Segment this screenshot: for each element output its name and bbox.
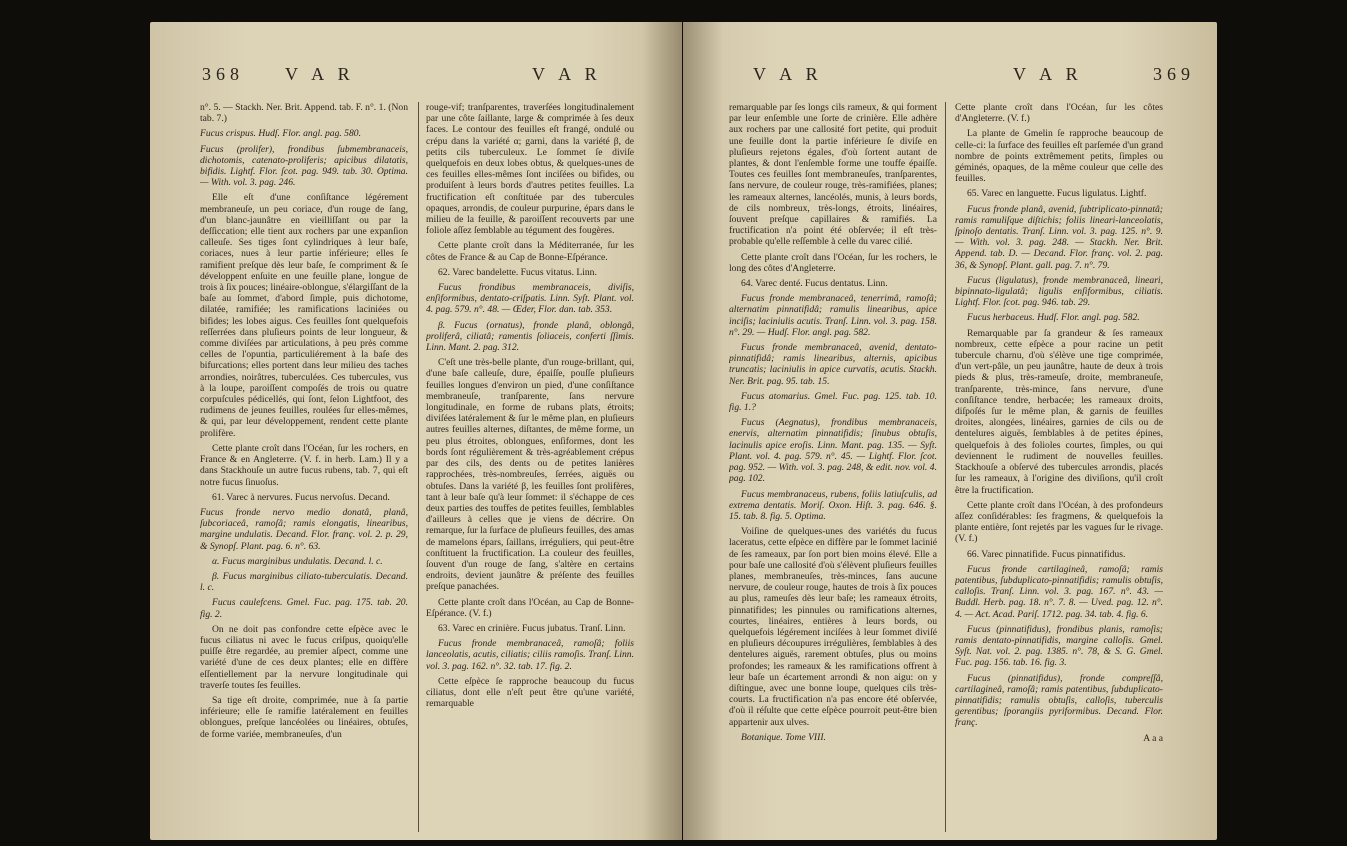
paragraph: Cette plante croît dans l'Océan, au Cap de Bonne-Eſpérance. (V. f.): [426, 596, 634, 619]
paragraph: On ne doit pas confondre cette eſpèce avec le fucus ciliatus ni avec le fucus criſpus, quoiqu'elle puiſſe être regardée, au premier aſpect, comme une variété d'une de ces deux plantes; elle en diffère eſſentiellement par la nervure longitudinale qui traverſe toutes ſes feuilles.: [200, 623, 408, 691]
right-column-2: [955, 102, 1163, 840]
paragraph: Fucus frondibus membranaceis, diviſis, enſiformibus, dentato-criſpatis. Linn. Syſt. Plant. vol. 4. pag. 579. n°. 48. — Œder, Flor. dan. tab. 353.: [426, 282, 634, 316]
paragraph: Cette plante croît dans la Méditerranée, ſur les côtes de France & au Cap de Bonne-Eſpérance.: [426, 240, 634, 263]
paragraph: β. Fucus (ornatus), fronde planâ, oblongâ, proliferâ, ciliatâ; ramentis ſoliaceis, conferti ſſimis. Linn. Mant. 2. pag. 312.: [426, 319, 634, 354]
paragraph: Cette plante croît dans l'Océan, ſur les rochers, le long des côtes d'Angleterre.: [729, 251, 937, 274]
entry-heading: 63. Varec en crinière. Fucus jubatus. Tranſ. Linn.: [438, 622, 626, 634]
running-head-right-2: V A R: [1013, 64, 1083, 84]
signature-mark: A a a: [1143, 732, 1163, 744]
left-column-2: [426, 102, 634, 840]
entry-heading: 61. Varec à nervures. Fucus nervoſus. Decand.: [212, 491, 390, 503]
paragraph: rouge-vif; tranſparentes, traverſées longitudinalement par une côte ſaillante, large & comprimée à ſes deux faces. Le contour des feuilles eſt frangé, ondulé ou crépu dans la variété α; garni, dans la variété β, de petits cils tuberculeux. Le ſommet ſe diviſe quelquefois en deux lobes obtus, & quelques-unes de ces feuilles elles-mêmes ſont inciſées ou bifides, ou produiſent à leurs bords d'autres petites feuilles. La fructification eſt conſtituée par des tubercules opaques, arrondis, de couleur purpurine, épars dans le milieu de la feuille, & paroiſſent recouverts par une foliole aſſez ſemblable au tégument des fougères.: [426, 102, 634, 237]
paragraph: Sa tige eſt droite, comprimée, nue à ſa partie inférieure; elle ſe ramifie latéralement en feuilles oblongues, preſque lancéolées ou linéaires, obtuſes, de forme variée, membraneuſes, d'un: [200, 694, 408, 740]
paragraph: Elle eſt d'une conſiſtance légérement membraneuſe, un peu coriace, d'un rouge de ſang, d'un blanc-jaunâtre en vieilliſſant ou par la deſſiccation; elle tient aux rochers par une expanſion calleuſe. Ses tiges ſont cylindriques à leur baſe, coriaces, nues à leur partie inférieure; elles ſe ramifient preſque dès leur baſe, ſe compriment & ſe développent enſuite en une feuille plane, longue de trois à ſix pouces; linéaire-oblongue, s'élargiſſant de la baſe au ſommet, d'abord ſimple, puis dichotome, dilatée, ramifiée; les ramifications laciniées ou bifides; les lobes aigus. Ces feuilles ſont quelquefois reſſerrées dans pluſieurs points de leur longueur, & comme diviſées par articulations, à peu près comme celles de l'opuntia, particuliérement à la baſe des bifurcations; elles portent dans leur milieu des taches arrondies, noirâtres, tuberculées. Ces tubercules, vus à la loupe, paroiſſent compoſés de trois ou quatre corpuſcules pédicellés, qui ſont, ſelon Lightfoot, des rudimens de jeunes feuilles, roulées ſur elles-mêmes, & qui, par leur développement, rendent cette plante prolifère.: [200, 192, 408, 439]
paragraph: Voiſine de quelques-unes des variétés du fucus laceratus, cette eſpèce en diffère par le ſommet lacinié de ſes rameaux, par ſon port bien moins élevé. Elle a pour baſe une callosité d'où s'élèvent pluſieurs feuilles planes, membraneuſes, très-minces, ſans aucune nervure, de couleur rouge, hautes de trois à ſix pouces au plus, rameuſes dès leur baſe; les rameaux étroits, pinnatifides; les pinnules ou ramifications alternes, courtes, linéaires, entières à leurs bords, ou quelquefois légérement inciſées à leur ſommet diviſé en pluſieurs découpures irrégulières, ſemblables à des dentelures aiguës, rarement obtuſes, plus ou moins profondes; les rameaux & les ramifications offrent à leur baſe un écartement arrondi & non aigu: on y diſtingue, avec une bonne loupe, quelques cils très-courts. La fructification n'a pas encore été obſervée, d'où il réſulte que cette eſpèce pourroit peut-être bien appartenir aux ulves.: [729, 526, 937, 728]
paragraph: La plante de Gmelin ſe rapproche beaucoup de celle-ci: la ſurface des feuilles eſt parſemée d'un grand nombre de points extrêmement petits, ſimples ou géminés, opaques, de la même couleur que celle des feuilles.: [955, 128, 1163, 185]
paragraph: Fucus fronde membranaceâ, avenid, dentato-pinnatifidâ; ramis linearibus, alternis, apicibus truncatis; laciniulis in apice curvatis, acutis. Stackh. Ner. Brit. pag. 95. tab. 15.: [729, 342, 937, 387]
page-number-right: 369: [1153, 64, 1195, 84]
paragraph: Fucus (Aegnatus), frondibus membranaceis, enervis, alternatim pinnatifidis; ſinubus obtuſis, lacinulis apice eroſis. Linn. Mant. pag. 135. — Syſt. Plant. vol. 4. pag. 579. n°. 45. — Lightf. Flor. ſcot. pag. 952. — With. vol. 3. pag. 248, & edit. nov. vol. 4. pag. 102.: [729, 417, 937, 485]
left-page: [150, 22, 682, 840]
paragraph: Remarquable par ſa grandeur & ſes rameaux nombreux, cette eſpèce a pour racine un petit tubercule charnu, d'où s'élève une tige comprimée, d'un vert-pâle, un peu jaunâtre, haute de deux à trois pieds & plus, très-rameuſe, droite, membraneuſe, tranſparente, très-mince, ſans nervure, d'une conſiſtance tendre, herbacée; les rameaux droits, diſpoſés ſur le même plan, & garnis de feuilles droites, alongées, linéaires, garnies de cils ou de dentelures aiguës, ſemblables à de petites épines, quelquefois à des folioles courtes, ſimples, ou qui deviennent le rudiment de nouvelles feuilles. Stackhouſe a obſervé des tubercules arrondis, placés ſur les rameaux, à l'origine des diviſions, qu'il croît être la fructification.: [955, 327, 1163, 496]
paragraph: Cette plante croît dans l'Océan, ſur les côtes d'Angleterre. (V. f.): [955, 102, 1163, 125]
entry-heading: 65. Varec en languette. Fucus ligulatus. Lightf.: [967, 188, 1147, 200]
paragraph: β. Fucus marginibus ciliato-tuberculatis. Decand. l. c.: [200, 570, 408, 594]
paragraph: n°. 5. — Stackh. Ner. Brit. Append. tab. F. n°. 1. (Non tab. 7.): [200, 102, 408, 125]
paragraph: Fucus (pinnatifidus), frondibus planis, ramoſis; ramis dentato-pinnatifidis, margine calloſis. Gmel. Syſt. Nat. vol. 2. pag. 1385. n°. 78, & S. G. Gmel. Fuc. pag. 156. tab. 16. fig. 3.: [955, 623, 1163, 669]
paragraph: Fucus fronde membranaceâ, ramoſâ; foliis lanceolatis, acutis, ciliatis; ciliis ramoſis. Tranſ. Linn. vol. 3. pag. 162. n°. 32. tab. 17. fig. 2.: [426, 638, 634, 672]
paragraph: Cette plante croît dans l'Océan, ſur les rochers, en France & en Angleterre. (V. f. in herb. Lam.) Il y a dans Stackhouſe un autre fucus rubens, tab. 7, qui eſt notre fucus ſinuoſus.: [200, 442, 408, 488]
running-head-left-1: V A R: [285, 64, 355, 84]
column-rule: [418, 102, 419, 832]
paragraph: Fucus (prolifer), frondibus ſubmembranaceis, dichotomis, catenato-proliferis; apicibus dilatatis, bifidis. Lightf. Flor. ſcot. pag. 949. tab. 30. Optima. — With. vol. 3. pag. 246.: [200, 143, 408, 189]
paragraph: α. Fucus marginibus undulatis. Decand. l. c.: [212, 555, 383, 567]
paragraph: Fucus (ligulatus), fronde membranaceâ, lineari, bipinnato-ligulatâ; ligulis enſiformibus, ciliatis. Lightf. Flor. ſcot. pag. 946. tab. 29.: [955, 274, 1163, 309]
paragraph: Cette plante croît dans l'Océan, à des profondeurs aſſez conſidérables: ſes fragmens, & quelquefois la plante entière, ſont rejetés par les vagues ſur le rivage. (V. f.): [955, 499, 1163, 545]
running-head-left-2: V A R: [532, 64, 602, 84]
entry-heading: 66. Varec pinnatifide. Fucus pinnatifidus.: [967, 548, 1126, 560]
paragraph: Fucus (pinnatifidus), fronde compreſſâ, cartilagineâ, ramoſâ; ramis patentibus, ſubduplicato-pinnatifidis; ramulis obtuſis, calloſis, tuberculis gerentibus; ſporangiis pyriformibus. Decand. Flor. franç.: [955, 672, 1163, 729]
paragraph: Fucus fronde nervo medio donatâ, planâ, ſubcoriaceâ, ramoſâ; ramis elongatis, linearibus, margine undulatis. Decand. Flor. franç. vol. 2. p. 29, & Synopſ. Plant. pag. 6. n°. 63.: [200, 506, 408, 552]
paragraph: remarquable par ſes longs cils rameux, & qui forment par leur enſemble une ſorte de crinière. Elle adhère aux rochers par une callosité fort petite, qui produit une feuille dont la partie inférieure ſe diviſe en pluſieurs rejetons égales, d'où ſortent autant de plantes, & dont l'enſemble forme une touffe épaiſſe. Toutes ces feuilles ſont membraneuſes, tranſparentes, ſans nervure, de couleur rouge, très-ramifiées, planes; les rameaux alternes, lancéolés, munis, à leurs bords, de cils nombreux, très-longs, étroits, linéaires, ſouvent preſque capillaires & ramifiés. La fructification n'a point été obſervée; il eſt très-probable qu'elle reſſemble à celle du varec cilié.: [729, 102, 937, 248]
paragraph: C'eſt une très-belle plante, d'un rouge-brillant, qui, d'une baſe calleuſe, dure, épaiſſe, pouſſe pluſieurs feuilles longues d'environ un pied, d'une conſiſtance membraneuſe, tranſparente, ſans nervure longitudinale, en forme de rubans plats, étroits; diviſées latéralement & ſur le même plan, en pluſieurs autres feuilles alternes, diſtantes, de même forme, un peu plus étroites, oblongues, enſiformes, dont les bords ſont régulièrement & très-agréablement crépus par des cils, des dents ou de petites lanières rapprochées, très-nombreuſes, ſerrées, aiguës ou obtuſes. Dans la variété β, les feuilles ſont prolifères, tant à leur baſe qu'à leur ſommet: il s'échappe de ces deux parties des touffes de petites feuilles, ſemblables d'ailleurs à celles que je viens de décrire. On remarque, ſur la ſurface de pluſieurs feuilles, des amas de mamelons épars, ſaillans, irréguliers, qui peut-être conſtituent la fructification. La couleur des feuilles, ſouvent d'un rouge de ſang, s'altère en certains endroits, devient jaunâtre & préſente des feuilles preſque panachées.: [426, 357, 634, 593]
paragraph: Fucus atomarius. Gmel. Fuc. pag. 125. tab. 10. fig. 1.?: [729, 390, 937, 414]
paragraph: Fucus crispus. Hudſ. Flor. angl. pag. 580.: [200, 128, 361, 140]
volume-footer: Botanique. Tome VIII.: [741, 731, 826, 743]
entry-heading: 64. Varec denté. Fucus dentatus. Linn.: [741, 278, 888, 290]
right-column-1: [729, 102, 937, 840]
paragraph: Fucus fronde planâ, avenid, ſubtriplicato-pinnatâ; ramis ramuliſque diſtichis; foliis lineari-lanceolatis, ſpinoſo dentatis. Tranſ. Linn. vol. 3. pag. 125. n°. 9. — With. vol. 3. pag. 248. — Stackh. Ner. Brit. Append. tab. D. — Decand. Flor. franç. vol. 2. pag. 36, & Synopſ. Plant. gall. pag. 7. n°. 79.: [955, 203, 1163, 271]
running-head-right-1: V A R: [753, 64, 823, 84]
paragraph: Fucus caulefcens. Gmel. Fuc. pag. 175. tab. 20. fig. 2.: [200, 597, 408, 620]
paragraph: Fucus fronde cartilagineâ, ramoſâ; ramis patentibus, ſubduplicato-pinnatifidis; ramulis obtuſis, calloſis. Tranſ. Linn. vol. 3. pag. 167. n°. 43. — Buddl. Herb. pag. 18. n°. 7. 8. — Uved. pag. 12. n°. 4. — Act. Acad. Pariſ. 1712. pag. 34. tab. 4. fig. 6.: [955, 563, 1163, 620]
column-rule: [945, 102, 946, 832]
paragraph: Cette eſpèce ſe rapproche beaucoup du fucus ciliatus, dont elle n'eſt peut être qu'une variété, remarquable: [426, 675, 634, 710]
paragraph: Fucus fronde membranaceâ, tenerrimâ, ramoſâ; alternatim pinnatifidâ; ramulis linearibus, apice inciſis; laciniulis acutis. Tranſ. Linn. vol. 3. pag. 158. n°. 29. — Hudſ. Flor. angl. pag. 582.: [729, 293, 937, 338]
paragraph: Fucus membranaceus, rubens, foliis latiuſculis, ad extrema dentatis. Moriſ. Oxon. Hiſt. 3. pag. 646. §. 15. tab. 8. fig. 5. Optima.: [729, 488, 937, 522]
paragraph: Fucus herbaceus. Hudſ. Flor. angl. pag. 582.: [967, 312, 1140, 324]
page-number-left: 368: [202, 64, 244, 84]
right-page: [683, 22, 1217, 840]
left-column-1: [200, 102, 408, 840]
entry-heading: 62. Varec bandelette. Fucus vitatus. Linn.: [438, 266, 597, 278]
